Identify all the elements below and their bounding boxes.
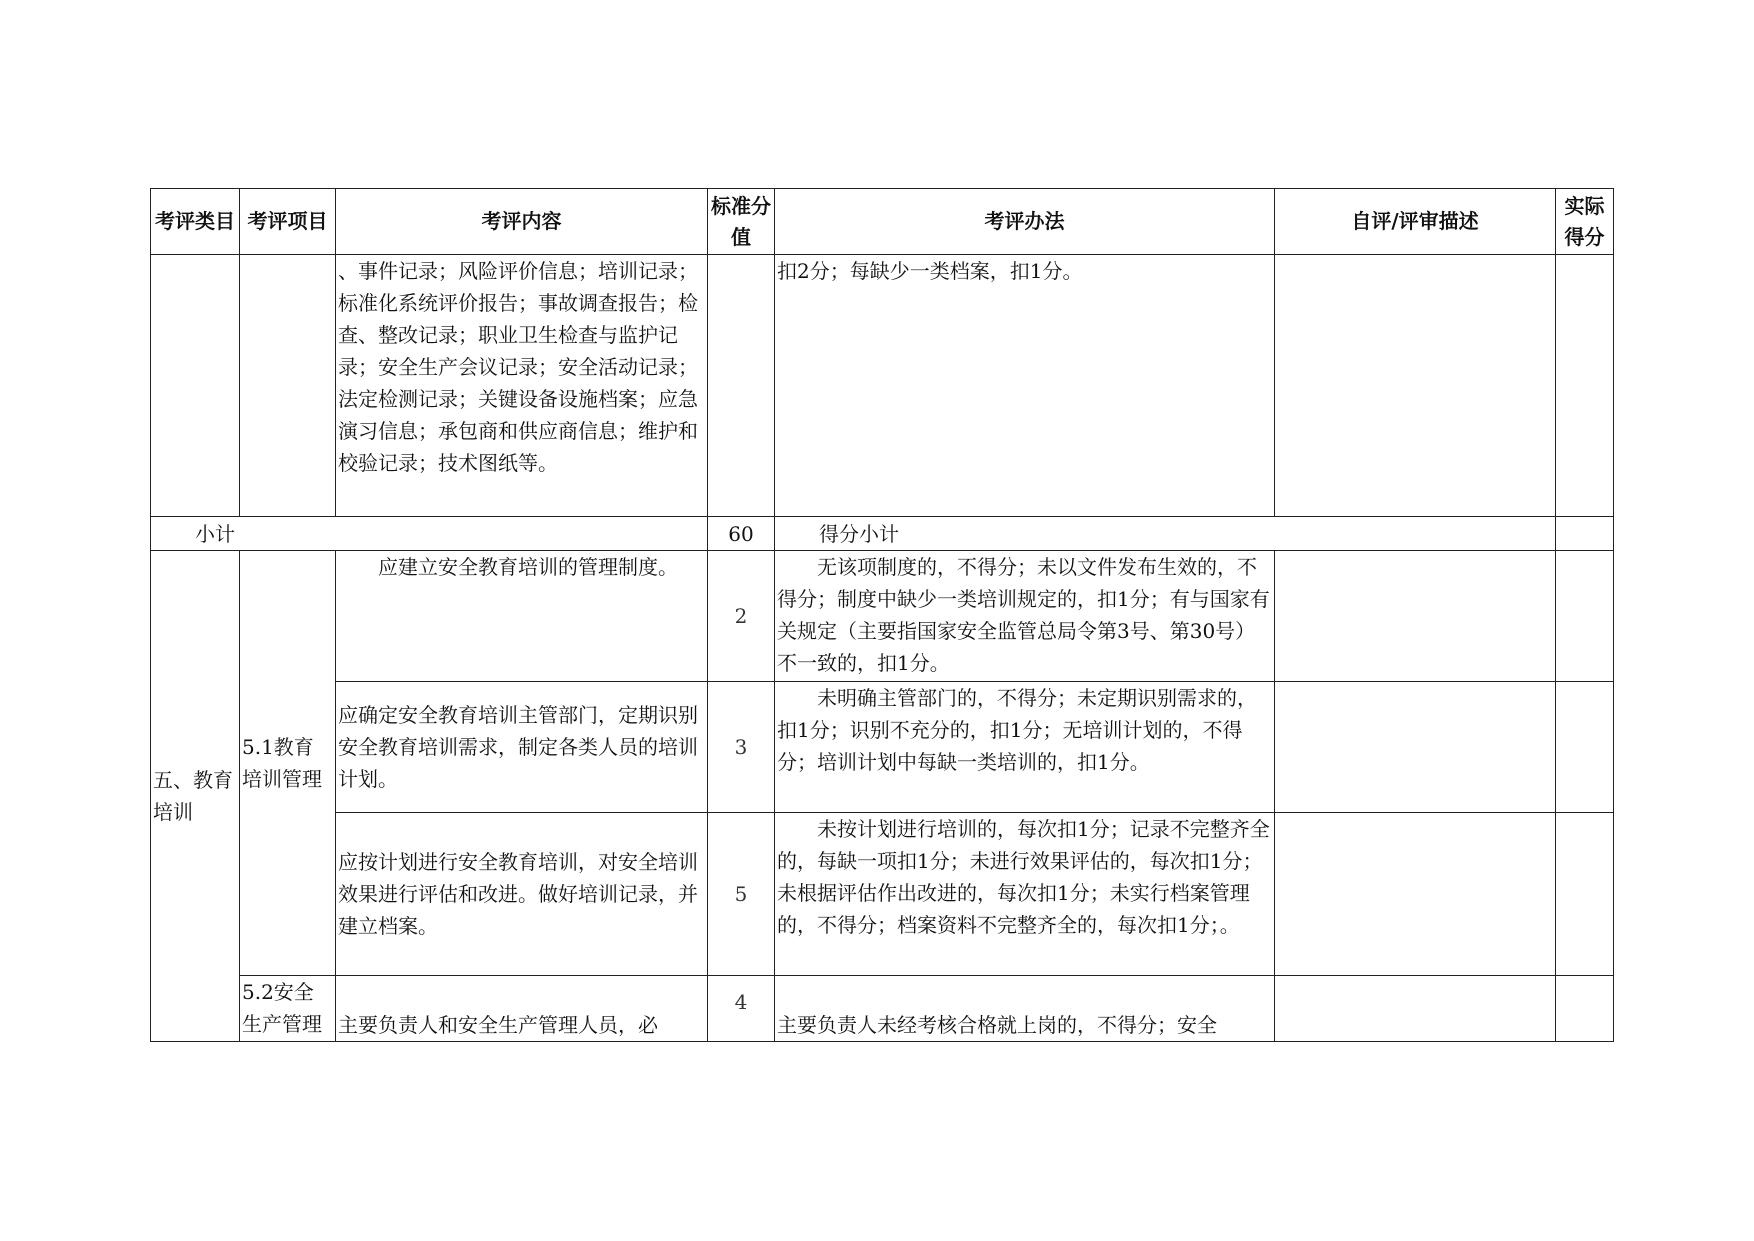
method-cell: 未按计划进行培训的，每次扣1分；记录不完整齐全的，每缺一项扣1分；未进行效果评估的，每次扣1分；未根据评估作出改进的，每次扣1分；未实行档案管理的，不得分；档案资料不完整齐全的，每次扣1分；。 (775, 813, 1275, 976)
self-review-cell[interactable] (1275, 813, 1556, 976)
score-cell: 4 (708, 976, 775, 1042)
subtotal-score: 60 (708, 517, 775, 551)
method-cell: 主要负责人未经考核合格就上岗的，不得分；安全 (775, 976, 1275, 1042)
table-row (151, 682, 1614, 813)
score-cell: 2 (708, 551, 775, 682)
method-cell: 未明确主管部门的，不得分；未定期识别需求的，扣1分；识别不充分的，扣1分；无培训计划的，不得分；培训计划中每缺一类培训的，扣1分。 (775, 682, 1275, 813)
method-cell: 扣2分；每缺少一类档案，扣1分。 (775, 255, 1275, 517)
actual-score-cell[interactable] (1556, 255, 1614, 517)
method-cell: 无该项制度的，不得分；未以文件发布生效的，不得分；制度中缺少一类培训规定的，扣1分；有与国家有关规定（主要指国家安全监管总局令第3号、第30号）不一致的，扣1分。 (775, 551, 1275, 682)
self-review-cell[interactable] (1275, 551, 1556, 682)
subtotal-score-label: 得分小计 (775, 517, 1556, 551)
table-row (151, 813, 1614, 976)
score-cell: 5 (708, 813, 775, 976)
actual-score-cell[interactable] (1556, 682, 1614, 813)
category-cell-empty (151, 255, 240, 517)
header-actual-score: 实际得分 (1556, 189, 1614, 255)
actual-score-cell[interactable] (1556, 976, 1614, 1042)
header-item: 考评项目 (240, 189, 336, 255)
content-cell: 、事件记录；风险评价信息；培训记录；标准化系统评价报告；事故调查报告；检查、整改记录；职业卫生检查与监护记录；安全生产会议记录；安全活动记录；法定检测记录；关键设备设施档案；应急演习信息；承包商和供应商信息；维护和校验记录；技术图纸等。 (336, 255, 708, 517)
subtotal-label: 小计 (151, 517, 708, 551)
self-review-cell[interactable] (1275, 682, 1556, 813)
actual-score-cell[interactable] (1556, 813, 1614, 976)
header-row (151, 189, 1614, 255)
content-cell: 应建立安全教育培训的管理制度。 (336, 551, 708, 682)
subtotal-actual-cell[interactable] (1556, 517, 1614, 551)
evaluation-table (150, 188, 1614, 1042)
content-cell: 主要负责人和安全生产管理人员，必 (336, 976, 708, 1042)
item-5-1: 5.1教育培训管理 (240, 551, 336, 976)
header-method: 考评办法 (775, 189, 1275, 255)
content-cell: 应确定安全教育培训主管部门，定期识别安全教育培训需求，制定各类人员的培训计划。 (336, 682, 708, 813)
table-row (151, 976, 1614, 1042)
subtotal-row (151, 517, 1614, 551)
table-row (151, 255, 1614, 517)
table-row (151, 551, 1614, 682)
header-category: 考评类目 (151, 189, 240, 255)
header-standard-score: 标准分值 (708, 189, 775, 255)
content-cell: 应按计划进行安全教育培训，对安全培训效果进行评估和改进。做好培训记录，并建立档案。 (336, 813, 708, 976)
actual-score-cell[interactable] (1556, 551, 1614, 682)
item-5-2: 5.2安全生产管理 (240, 976, 336, 1042)
category-education-training: 五、教育培训 (151, 551, 240, 1042)
item-cell-empty (240, 255, 336, 517)
self-review-cell[interactable] (1275, 976, 1556, 1042)
header-content: 考评内容 (336, 189, 708, 255)
score-cell-empty (708, 255, 775, 517)
score-cell: 3 (708, 682, 775, 813)
header-self-review: 自评/评审描述 (1275, 189, 1556, 255)
self-review-cell[interactable] (1275, 255, 1556, 517)
